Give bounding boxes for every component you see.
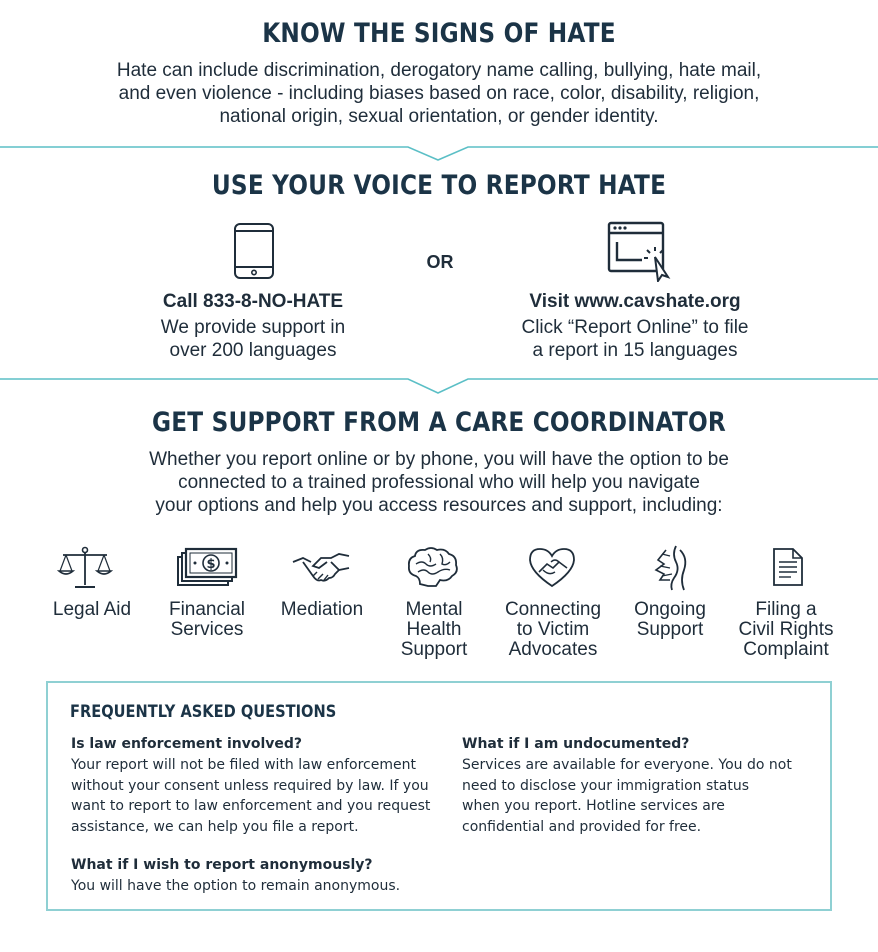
web-contact-title: Visit www.cavshate.org — [529, 291, 741, 312]
service-label-financial: Financial Services — [168, 599, 246, 640]
text-line: a report in 15 languages — [532, 340, 738, 361]
or-label: OR — [426, 252, 454, 272]
faq-question: Is law enforcement involved? — [71, 736, 303, 752]
svg-text:$: $ — [206, 557, 216, 572]
text-line: want to report to law enforcement and you request — [71, 798, 431, 814]
document-icon — [771, 546, 805, 588]
faq-answer — [71, 876, 400, 897]
text-line: connected to a trained professional who will help you navigate — [178, 472, 700, 493]
text-line: your options and help you access resources and support, including: — [155, 495, 723, 516]
handshake-icon — [291, 548, 351, 588]
text-line: Your report will not be filed with law enforcement — [71, 757, 416, 773]
service-label-mediation: Mediation — [280, 599, 364, 620]
faq-answer — [462, 755, 792, 837]
faq-question: What if I am undocumented? — [462, 736, 690, 752]
service-label-victim-advocates: Connecting to Victim Advocates — [504, 599, 602, 660]
support-hands-icon — [650, 544, 692, 592]
section-title-know-signs: KNOW THE SIGNS OF HATE — [262, 18, 616, 49]
section-title-care-coordinator: GET SUPPORT FROM A CARE COORDINATOR — [152, 407, 726, 438]
faq-title: FREQUENTLY ASKED QUESTIONS — [70, 702, 337, 722]
service-label-ongoing-support: Ongoing Support — [634, 599, 706, 640]
heart-hands-icon — [527, 546, 577, 590]
scales-icon — [57, 545, 113, 591]
text-line: when you report. Hotline services are — [462, 798, 725, 814]
service-label-civil-rights: Filing a Civil Rights Complaint — [738, 599, 834, 660]
text-line: confidential and provided for free. — [462, 818, 702, 835]
text-line: Click “Report Online” to file — [521, 317, 749, 338]
text-line: You will have the option to remain anonymous. — [71, 878, 401, 894]
text-line: We provide support in — [160, 317, 346, 338]
text-line: need to disclose your immigration status — [462, 777, 750, 794]
money-icon — [176, 547, 238, 589]
text-line: Whether you report online or by phone, you will have the option to be — [149, 449, 729, 470]
text-line: assistance, we can help you file a report. — [71, 818, 359, 835]
text-line: and even violence - including biases based on race, color, disability, religion, — [118, 83, 760, 104]
section-care-coordinator-text — [0, 448, 878, 517]
text-line: Services are available for everyone. You do not — [462, 757, 792, 773]
text-line: national origin, sexual orientation, or gender identity. — [219, 106, 659, 127]
text-line: over 200 languages — [169, 340, 337, 361]
service-label-legal-aid: Legal Aid — [52, 599, 132, 620]
service-label-mental-health: Mental Health Support — [400, 599, 468, 660]
text-line: without your consent unless required by law. If you — [71, 777, 429, 794]
faq-question: What if I wish to report anonymously? — [71, 857, 373, 873]
divider-chevron-2 — [0, 0, 878, 400]
section-title-report-hate: USE YOUR VOICE TO REPORT HATE — [211, 170, 667, 201]
brain-icon — [406, 546, 460, 590]
faq-answer — [71, 755, 430, 837]
phone-contact-title: Call 833-8-NO-HATE — [162, 291, 344, 312]
text-line: Hate can include discrimination, derogatory name calling, bullying, hate mail, — [116, 60, 762, 81]
